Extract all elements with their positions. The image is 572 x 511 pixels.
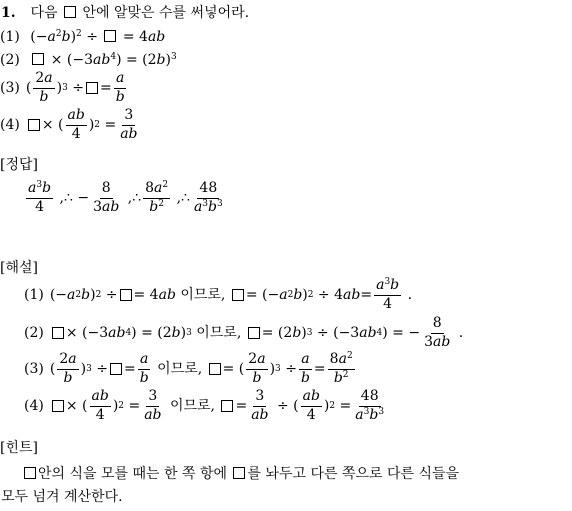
blank-box: [24, 467, 36, 479]
blank-box: [64, 6, 76, 18]
blank-box: [233, 467, 245, 479]
solution-step-2: (2) × (−3 ab 4 ) = (2 b ) 3 이므로, = (2 b ) 3 ÷ (−3 ab 4 ) = − $\frac{8}{3ab}$ .: [24, 315, 464, 350]
problem-item-1: [0, 30, 165, 44]
solution-heading: [해설]: [0, 260, 38, 276]
problem-item-4: [0, 107, 142, 143]
hint-heading: [힌트]: [0, 440, 38, 456]
equation: × $(-3ab^4) = (2b)^3$: [30, 52, 176, 68]
solution-step-1: (1) (− a 2 b ) 2 ÷ = 4 ab 이므로, = (− a 2 b ) 2 ÷ 4 ab = $\frac{a^3b}{4}$ .: [24, 277, 413, 312]
instruction-pre: 다음: [30, 5, 58, 21]
solution-step-4: (4) × ( $\frac{ab}{4}$ ) 2 = $\frac{3}{ab}$ 이므로, = $\frac{3}{ab}$ ÷ ( $\frac{ab}{4}$ ) 2 = $\frac{48}{a^3b^3}$: [24, 388, 385, 423]
answer-heading: [정답]: [0, 157, 38, 173]
item-label: (2): [0, 52, 20, 68]
item-label: (4): [0, 117, 20, 133]
equation: ( $\frac{2a}{b}$ ) 3 ÷ = $\frac{a}{b}$: [25, 70, 125, 105]
hint-line-1: 안의 식을 모를 때는 한 쪽 항에 를 놔두고 다른 쪽으로 다른 식들을: [22, 467, 459, 481]
answer-values: $\frac{a^3b}{4}$ ,∴ − $\frac{8}{3ab}$ ,∴ $\frac{8a^2}{b^2}$ ,∴ $\frac{48}{a^3b^3}$: [28, 180, 223, 215]
equation: $(-a^2b)^2$ ÷ = 4ab: [30, 29, 166, 45]
item-label: (1): [0, 29, 20, 45]
problem-number: 1.: [1, 5, 16, 21]
problem-header: [1, 6, 249, 20]
item-label: (3): [0, 80, 20, 96]
instruction-post: 안에 알맞은 수를 써넣어라.: [82, 5, 250, 21]
problem-item-2: [0, 53, 177, 67]
equation: × ( $\frac{ab}{4}$ ) 2 = $\frac{3}{ab}$: [26, 108, 142, 142]
hint-line-2: 모두 넘겨 계산한다.: [1, 489, 123, 505]
solution-step-3: (3) ( $\frac{2a}{b}$ ) 3 ÷ = $\frac{a}{b}$ 이므로, = ( $\frac{2a}{b}$ ) 3 ÷ $\frac{a}{b}$ = $\frac{8a^2}{b^2}$: [24, 351, 353, 386]
problem-item-3: [0, 70, 129, 106]
